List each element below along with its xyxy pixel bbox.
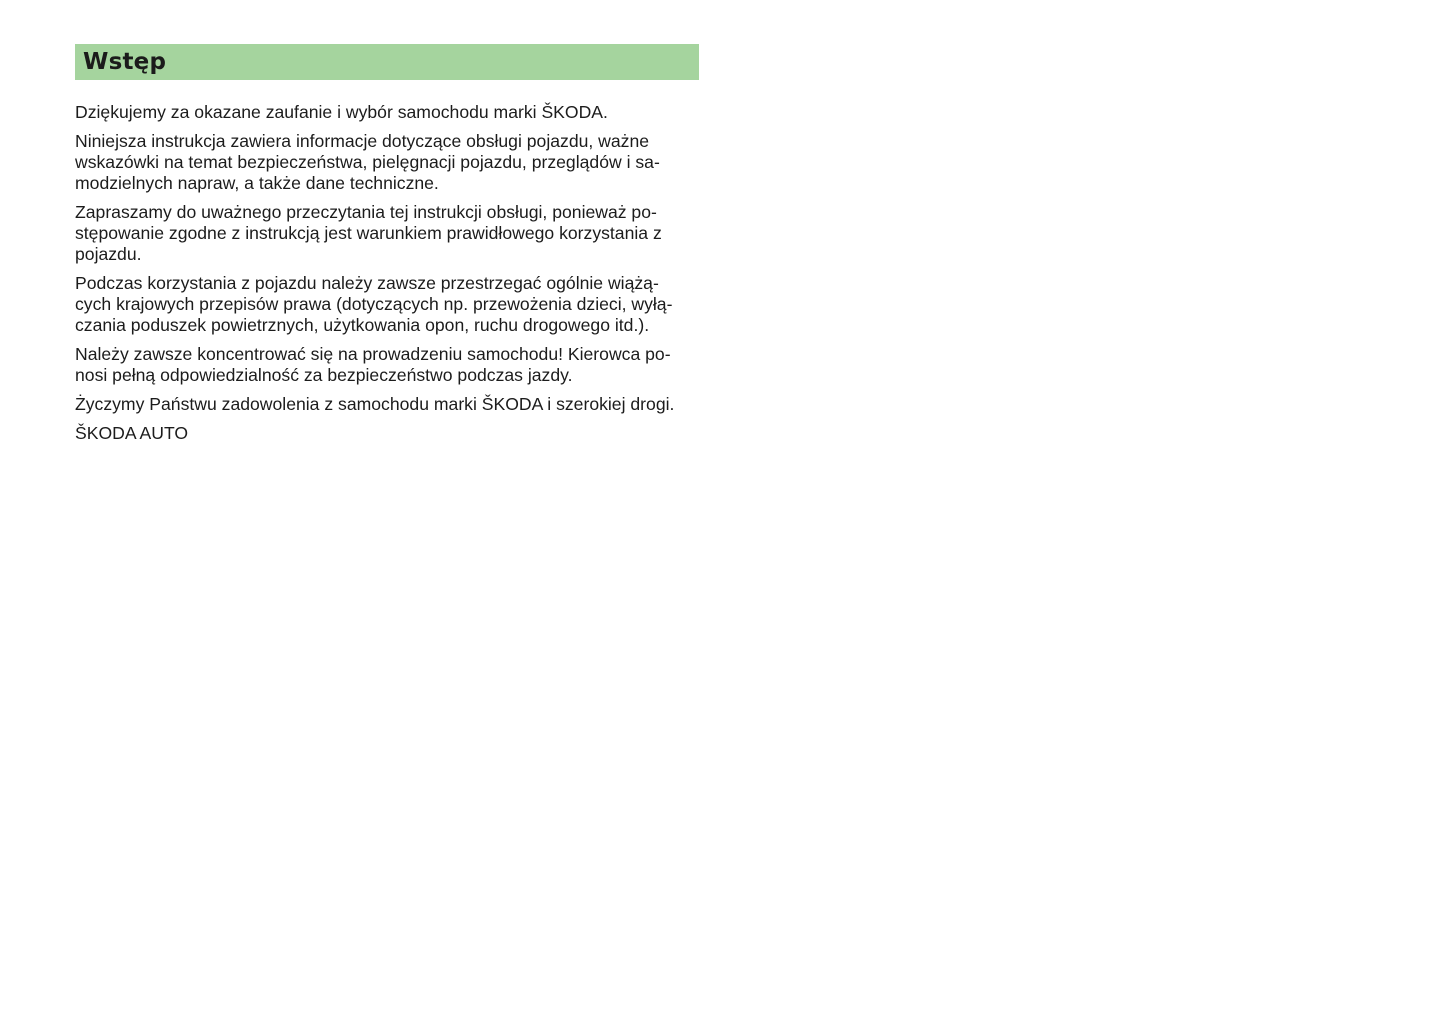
paragraph-line: Zapraszamy do uważnego przeczytania tej instrukcji obsługi, ponieważ po-: [75, 202, 657, 222]
body-text: [75, 102, 699, 444]
paragraph-wishes: [75, 394, 699, 415]
paragraph-line: cych krajowych przepisów prawa (dotyczących np. przewożenia dzieci, wyłą-: [75, 294, 673, 314]
paragraph-line: modzielnych napraw, a także dane techniczne.: [75, 173, 439, 193]
paragraph-line: Podczas korzystania z pojazdu należy zawsze przestrzegać ogólnie wiążą-: [75, 273, 659, 293]
paragraph-line: pojazdu.: [75, 244, 142, 264]
paragraph-contents: [75, 131, 699, 194]
paragraph-line: Niniejsza instrukcja zawiera informacje dotyczące obsługi pojazdu, ważne: [75, 131, 650, 151]
paragraph-driver-focus: [75, 344, 699, 386]
paragraph-line: wskazówki na temat bezpieczeństwa, pielęgnacji pojazdu, przeglądów i sa-: [75, 152, 660, 172]
section-title: Wstęp: [83, 49, 167, 75]
paragraph-invitation: [75, 202, 699, 265]
signature: [75, 423, 699, 444]
paragraph-line: Życzymy Państwu zadowolenia z samochodu marki ŠKODA i szerokiej drogi.: [75, 394, 675, 414]
signature-line: ŠKODA AUTO: [75, 423, 189, 443]
section-header: [75, 44, 699, 80]
paragraph-line: nosi pełną odpowiedzialność za bezpieczeństwo podczas jazdy.: [75, 365, 573, 385]
text-column: [75, 44, 699, 452]
paragraph-thanks: [75, 102, 699, 123]
paragraph-line: stępowanie zgodne z instrukcją jest warunkiem prawidłowego korzystania z: [75, 223, 662, 243]
paragraph-line: Dziękujemy za okazane zaufanie i wybór samochodu marki ŠKODA.: [75, 102, 608, 122]
paragraph-regulations: [75, 273, 699, 336]
paragraph-line: Należy zawsze koncentrować się na prowadzeniu samochodu! Kierowca po-: [75, 344, 671, 364]
paragraph-line: czania poduszek powietrznych, użytkowania opon, ruchu drogowego itd.).: [75, 315, 650, 335]
